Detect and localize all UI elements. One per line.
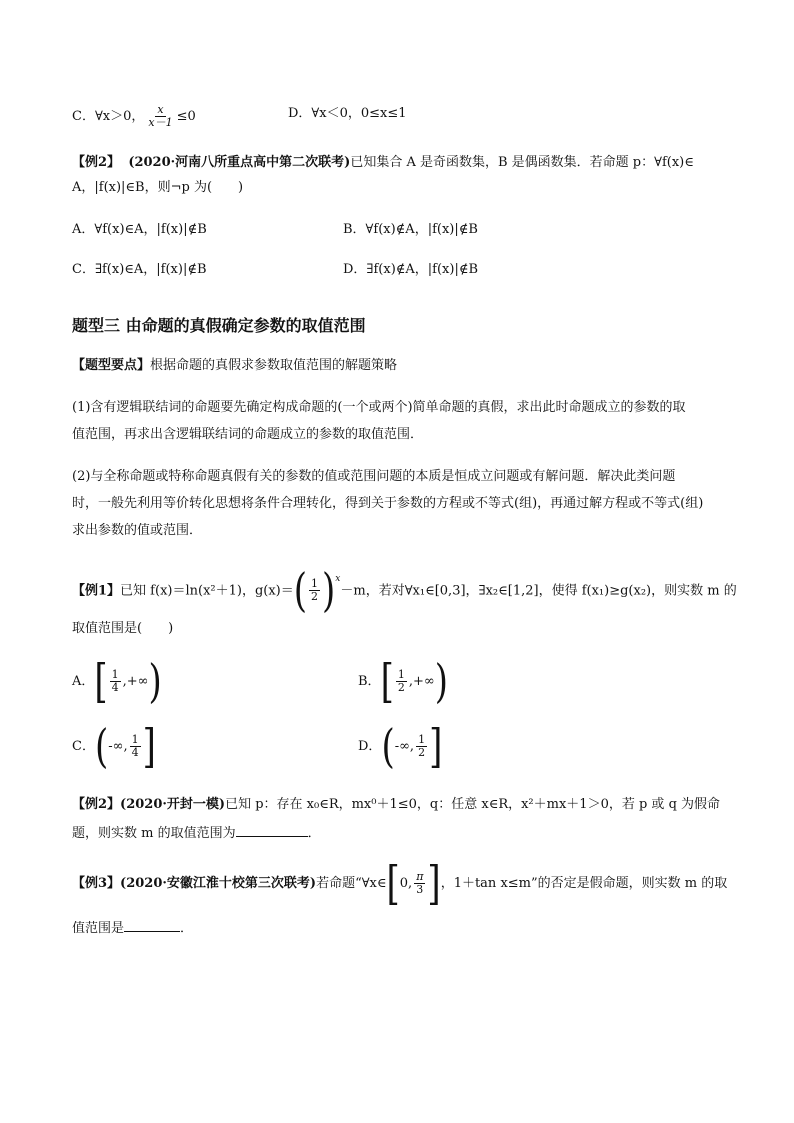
ex1-option-b: B．[ $\frac{1}{2}$ ,+∞)	[358, 654, 448, 709]
example-2-line1: 【例2】 (2020·河南八所重点高中第二次联考)已知集合 A 是奇函数集，B 是偶函数集．若命题 p：∀f(x)∈	[72, 155, 694, 170]
answer-blank[interactable]	[236, 822, 308, 837]
option-c: C．∀x＞0， $\frac{x}{x-1}$ ≤0	[72, 103, 196, 129]
example-3-line2: 值范围是 ．	[72, 917, 193, 938]
example-2-line2: A，|f(x)|∈B，则¬p 为( )	[72, 180, 244, 195]
example-1-line1: 【例1】已知 f(x)＝ln(x²＋1)，g(x)＝( $\frac{1}{2}$ )$^x$－m，若对∀x₁∈[0,3]，∃x₂∈[1,2]，使得 f(x₁)≥g(x₂)，则实数 m 的	[72, 563, 737, 618]
example-tag: 【例2】	[72, 797, 121, 812]
ex1-option-a: A．[ $\frac{1}{4}$ ,+∞)	[72, 654, 162, 709]
paragraph-2-line1: (2)与全称命题或特称命题真假有关的参数的值或范围问题的本质是恒成立问题或有解问题．解决此类问题	[72, 469, 676, 484]
key-points: 【题型要点】根据命题的真假求参数取值范围的解题策略	[72, 358, 398, 373]
example-tag: 【例3】	[72, 876, 121, 891]
option-d: D．∀x＜0，0≤x≤1	[288, 106, 407, 121]
fraction: $\frac{1}{2}$	[311, 577, 319, 604]
key-points-tag: 【题型要点】	[72, 358, 151, 373]
ex2-option-b: B．∀f(x)∉A，|f(x)|∉B	[343, 222, 478, 237]
example-2b-line2: 题，则实数 m 的取值范围为 ．	[72, 822, 321, 843]
example-1-line2: 取值范围是( )	[72, 621, 174, 636]
paragraph-2-line2: 时，一般先利用等价转化思想将条件合理转化，得到关于参数的方程或不等式(组)，再通过解方程或不等式(组)	[72, 496, 704, 511]
paragraph-1-line1: (1)含有逻辑联结词的命题要先确定构成命题的(一个或两个)简单命题的真假，求出此时命题成立的参数的取	[72, 400, 686, 415]
option-c-fraction: $\frac{x}{x-1}$	[148, 103, 173, 129]
option-c-label: C．∀x＞0，	[72, 109, 145, 124]
example-source: (2020·开封一模)	[120, 797, 226, 812]
example-tag: 【例2】	[72, 155, 121, 170]
example-tag: 【例1】	[72, 583, 121, 599]
ex2-option-d: D．∃f(x)∉A，|f(x)|∉B	[343, 262, 478, 277]
example-2b-line1: 【例2】(2020·开封一模)已知 p：存在 x₀∈R，mx⁰＋1≤0，q：任意 x∈R，x²＋mx＋1＞0，若 p 或 q 为假命	[72, 797, 721, 812]
section-title: 题型三 由命题的真假确定参数的取值范围	[72, 316, 366, 335]
answer-blank[interactable]	[124, 917, 180, 932]
ex2-option-c: C．∃f(x)∈A，|f(x)|∉B	[72, 262, 207, 277]
ex2-option-a: A．∀f(x)∈A，|f(x)|∉B	[72, 222, 207, 237]
example-source: (2020·安徽江淮十校第三次联考)	[120, 876, 317, 891]
paragraph-1-line2: 值范围，再求出含逻辑联结词的命题成立的参数的取值范围．	[72, 427, 424, 442]
paragraph-2-line3: 求出参数的值或范围．	[72, 523, 203, 538]
ex1-option-c: C．(-∞, $\frac{1}{4}$ ]	[72, 719, 156, 774]
example-3-line1: 【例3】(2020·安徽江淮十校第三次联考)若命题“∀x∈[0, $\frac{\pi}{3}$ ]，1＋tan x≤m”的否定是假命题，则实数 m 的取	[72, 856, 728, 911]
ex1-option-d: D．(-∞, $\frac{1}{2}$ ]	[358, 719, 443, 774]
example-source: (2020·河南八所重点高中第二次联考)	[128, 155, 351, 170]
